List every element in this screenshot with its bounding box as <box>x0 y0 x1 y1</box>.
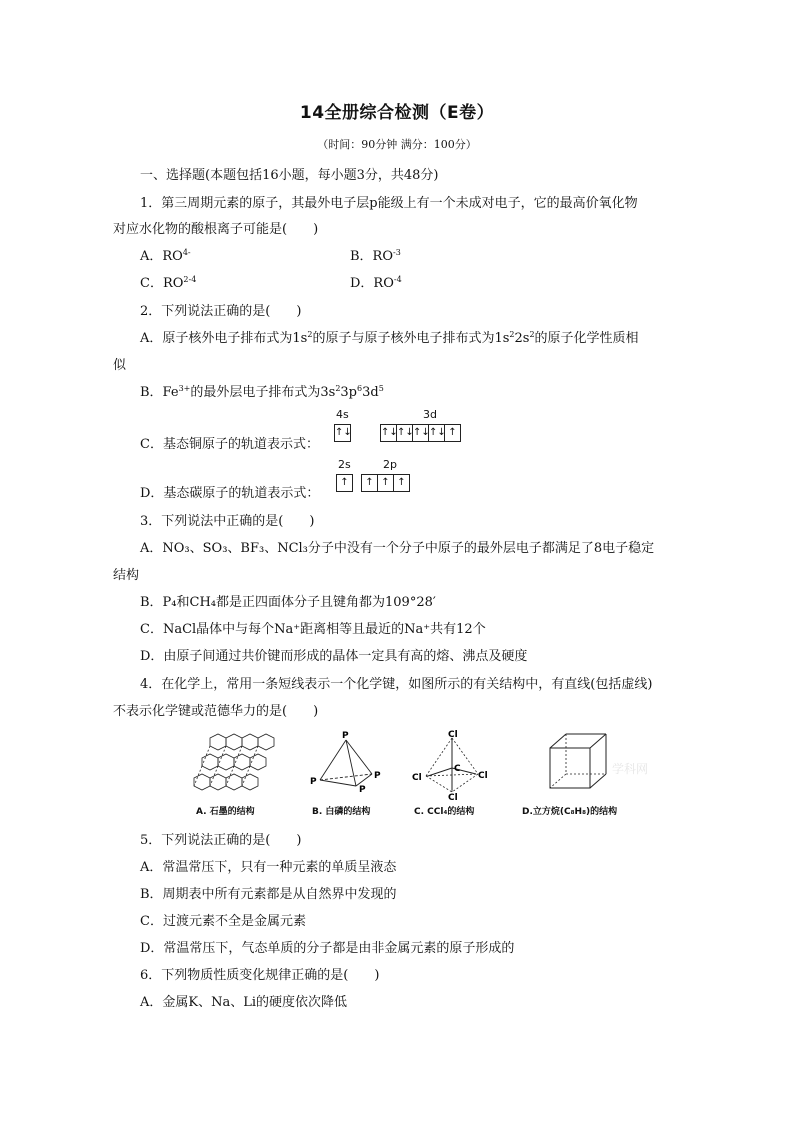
q2c-label-4s: 4s <box>336 408 349 421</box>
q4-caption-a: A. 石墨的结构 <box>196 807 255 817</box>
q2c-orbital-4s <box>335 424 351 442</box>
graphite-layer-top <box>210 734 274 750</box>
chlorine-atom-label: Cl <box>412 773 422 783</box>
page-subtitle: （时间：90分钟 满分：100分） <box>317 138 477 151</box>
q2-option-a: A．原子核外电子排布式为$1s^2$的原子与原子核外电子排布式为$1s^22s^2$的原子化学性质相 <box>140 330 639 346</box>
section-heading: 一、选择题(本题包括16小题，每小题3分，共48分) <box>140 168 439 183</box>
q4-stem: 4．在化学上，常用一条短线表示一个化学键，如图所示的有关结构中，有直线(包括虚线) <box>140 677 653 692</box>
orbital-box: ↑↓ <box>396 424 413 442</box>
q2d-label-2p: 2p <box>383 458 397 471</box>
q6-option-a: A．金属K、Na、Li的硬度依次降低 <box>140 995 348 1010</box>
graphite-layer-bottom <box>194 774 258 790</box>
q5-option-b: B．周期表中所有元素都是从自然界中发现的 <box>140 887 397 902</box>
chlorine-atom-label: Cl <box>478 771 488 781</box>
graphite-structure-figure <box>190 728 280 800</box>
q2-stem: 2．下列说法正确的是( ) <box>140 304 302 319</box>
watermark: 学科网 <box>612 762 649 776</box>
phosphorus-atom-label: P <box>310 777 317 787</box>
carbon-atom-label: C <box>454 764 461 774</box>
q2d-orbital-2s <box>337 474 353 492</box>
q3-option-d: D．由原子间通过共价键而形成的晶体一定具有高的熔、沸点及硬度 <box>140 649 528 664</box>
q1-stem: 1．第三周期元素的原子，其最外电子层p能级上有一个未成对电子，它的最高价氧化物 <box>140 196 638 211</box>
q1-stem-cont: 对应水化物的酸根离子可能是( ) <box>113 222 319 237</box>
q4-caption-c: C. CCl₄的结构 <box>414 807 475 817</box>
q1-option-a: A．$RO^{4-}$ <box>140 248 191 264</box>
q2-option-b: B．$Fe^{3+}$的最外层电子排布式为$3s^23p^63d^5$ <box>140 384 384 400</box>
q5-option-a: A．常温常压下，只有一种元素的单质呈液态 <box>140 860 397 875</box>
page-title: 14全册综合检测（E卷） <box>299 103 495 123</box>
cubane-structure-figure <box>544 728 614 800</box>
phosphorus-atom-label: P <box>374 771 381 781</box>
q5-option-c: C．过渡元素不全是金属元素 <box>140 914 306 929</box>
orbital-box: ↑ <box>393 474 410 492</box>
ccl4-structure-figure <box>412 728 492 800</box>
q3-option-b: B．P₄和CH₄都是正四面体分子且键角都为109°28′ <box>140 595 436 610</box>
q3-option-a-cont: 结构 <box>113 568 140 583</box>
q6-stem: 6．下列物质性质变化规律正确的是( ) <box>140 968 380 983</box>
phosphorus-atom-label: P <box>359 785 366 795</box>
q3-option-c: C．NaCl晶体中与每个Na⁺距离相等且最近的Na⁺共有12个 <box>140 622 486 637</box>
q5-stem: 5．下列说法正确的是( ) <box>140 833 302 848</box>
orbital-box: ↑ <box>377 474 394 492</box>
orbital-box: ↑↓ <box>380 424 397 442</box>
q4-caption-d: D.立方烷(C₈H₈)的结构 <box>522 807 618 817</box>
q5-option-d: D．常温常压下，气态单质的分子都是由非金属元素的原子形成的 <box>140 941 515 956</box>
orbital-box: ↑ <box>336 474 353 492</box>
chlorine-atom-label: Cl <box>448 793 458 800</box>
q4-caption-b: B. 白磷的结构 <box>312 807 371 817</box>
q2-option-a-cont: 似 <box>113 358 127 373</box>
q1-option-b: B．$RO^{-3}$ <box>350 248 401 264</box>
orbital-box: ↑↓ <box>428 424 445 442</box>
q2d-orbital-2p <box>362 474 410 492</box>
q3-stem: 3．下列说法中正确的是( ) <box>140 514 315 529</box>
orbital-box: ↑ <box>361 474 378 492</box>
q2-option-d: D．基态碳原子的轨道表示式： <box>140 486 320 501</box>
chlorine-atom-label: Cl <box>448 730 458 740</box>
q2c-label-3d: 3d <box>423 408 437 421</box>
orbital-box: ↑↓ <box>334 424 351 442</box>
orbital-box: ↑↓ <box>412 424 429 442</box>
graphite-layer-mid <box>202 754 266 770</box>
q2-option-c: C．基态铜原子的轨道表示式： <box>140 437 319 452</box>
q2d-label-2s: 2s <box>338 458 351 471</box>
q4-stem-cont: 不表示化学键或范德华力的是( ) <box>113 704 319 719</box>
q3-option-a: A．NO₃、SO₃、BF₃、NCl₃分子中没有一个分子中原子的最外层电子都满足了8电子稳定 <box>140 541 655 556</box>
phosphorus-atom-label: P <box>342 731 349 741</box>
white-phosphorus-figure <box>308 728 388 800</box>
q1-option-c: C．RO$^{2-4}$ <box>140 275 197 291</box>
q4-figures <box>180 728 640 820</box>
q2c-orbital-3d <box>381 424 461 442</box>
orbital-box: ↑ <box>444 424 461 442</box>
q1-option-d: D．$RO^{-4}$ <box>350 275 402 291</box>
